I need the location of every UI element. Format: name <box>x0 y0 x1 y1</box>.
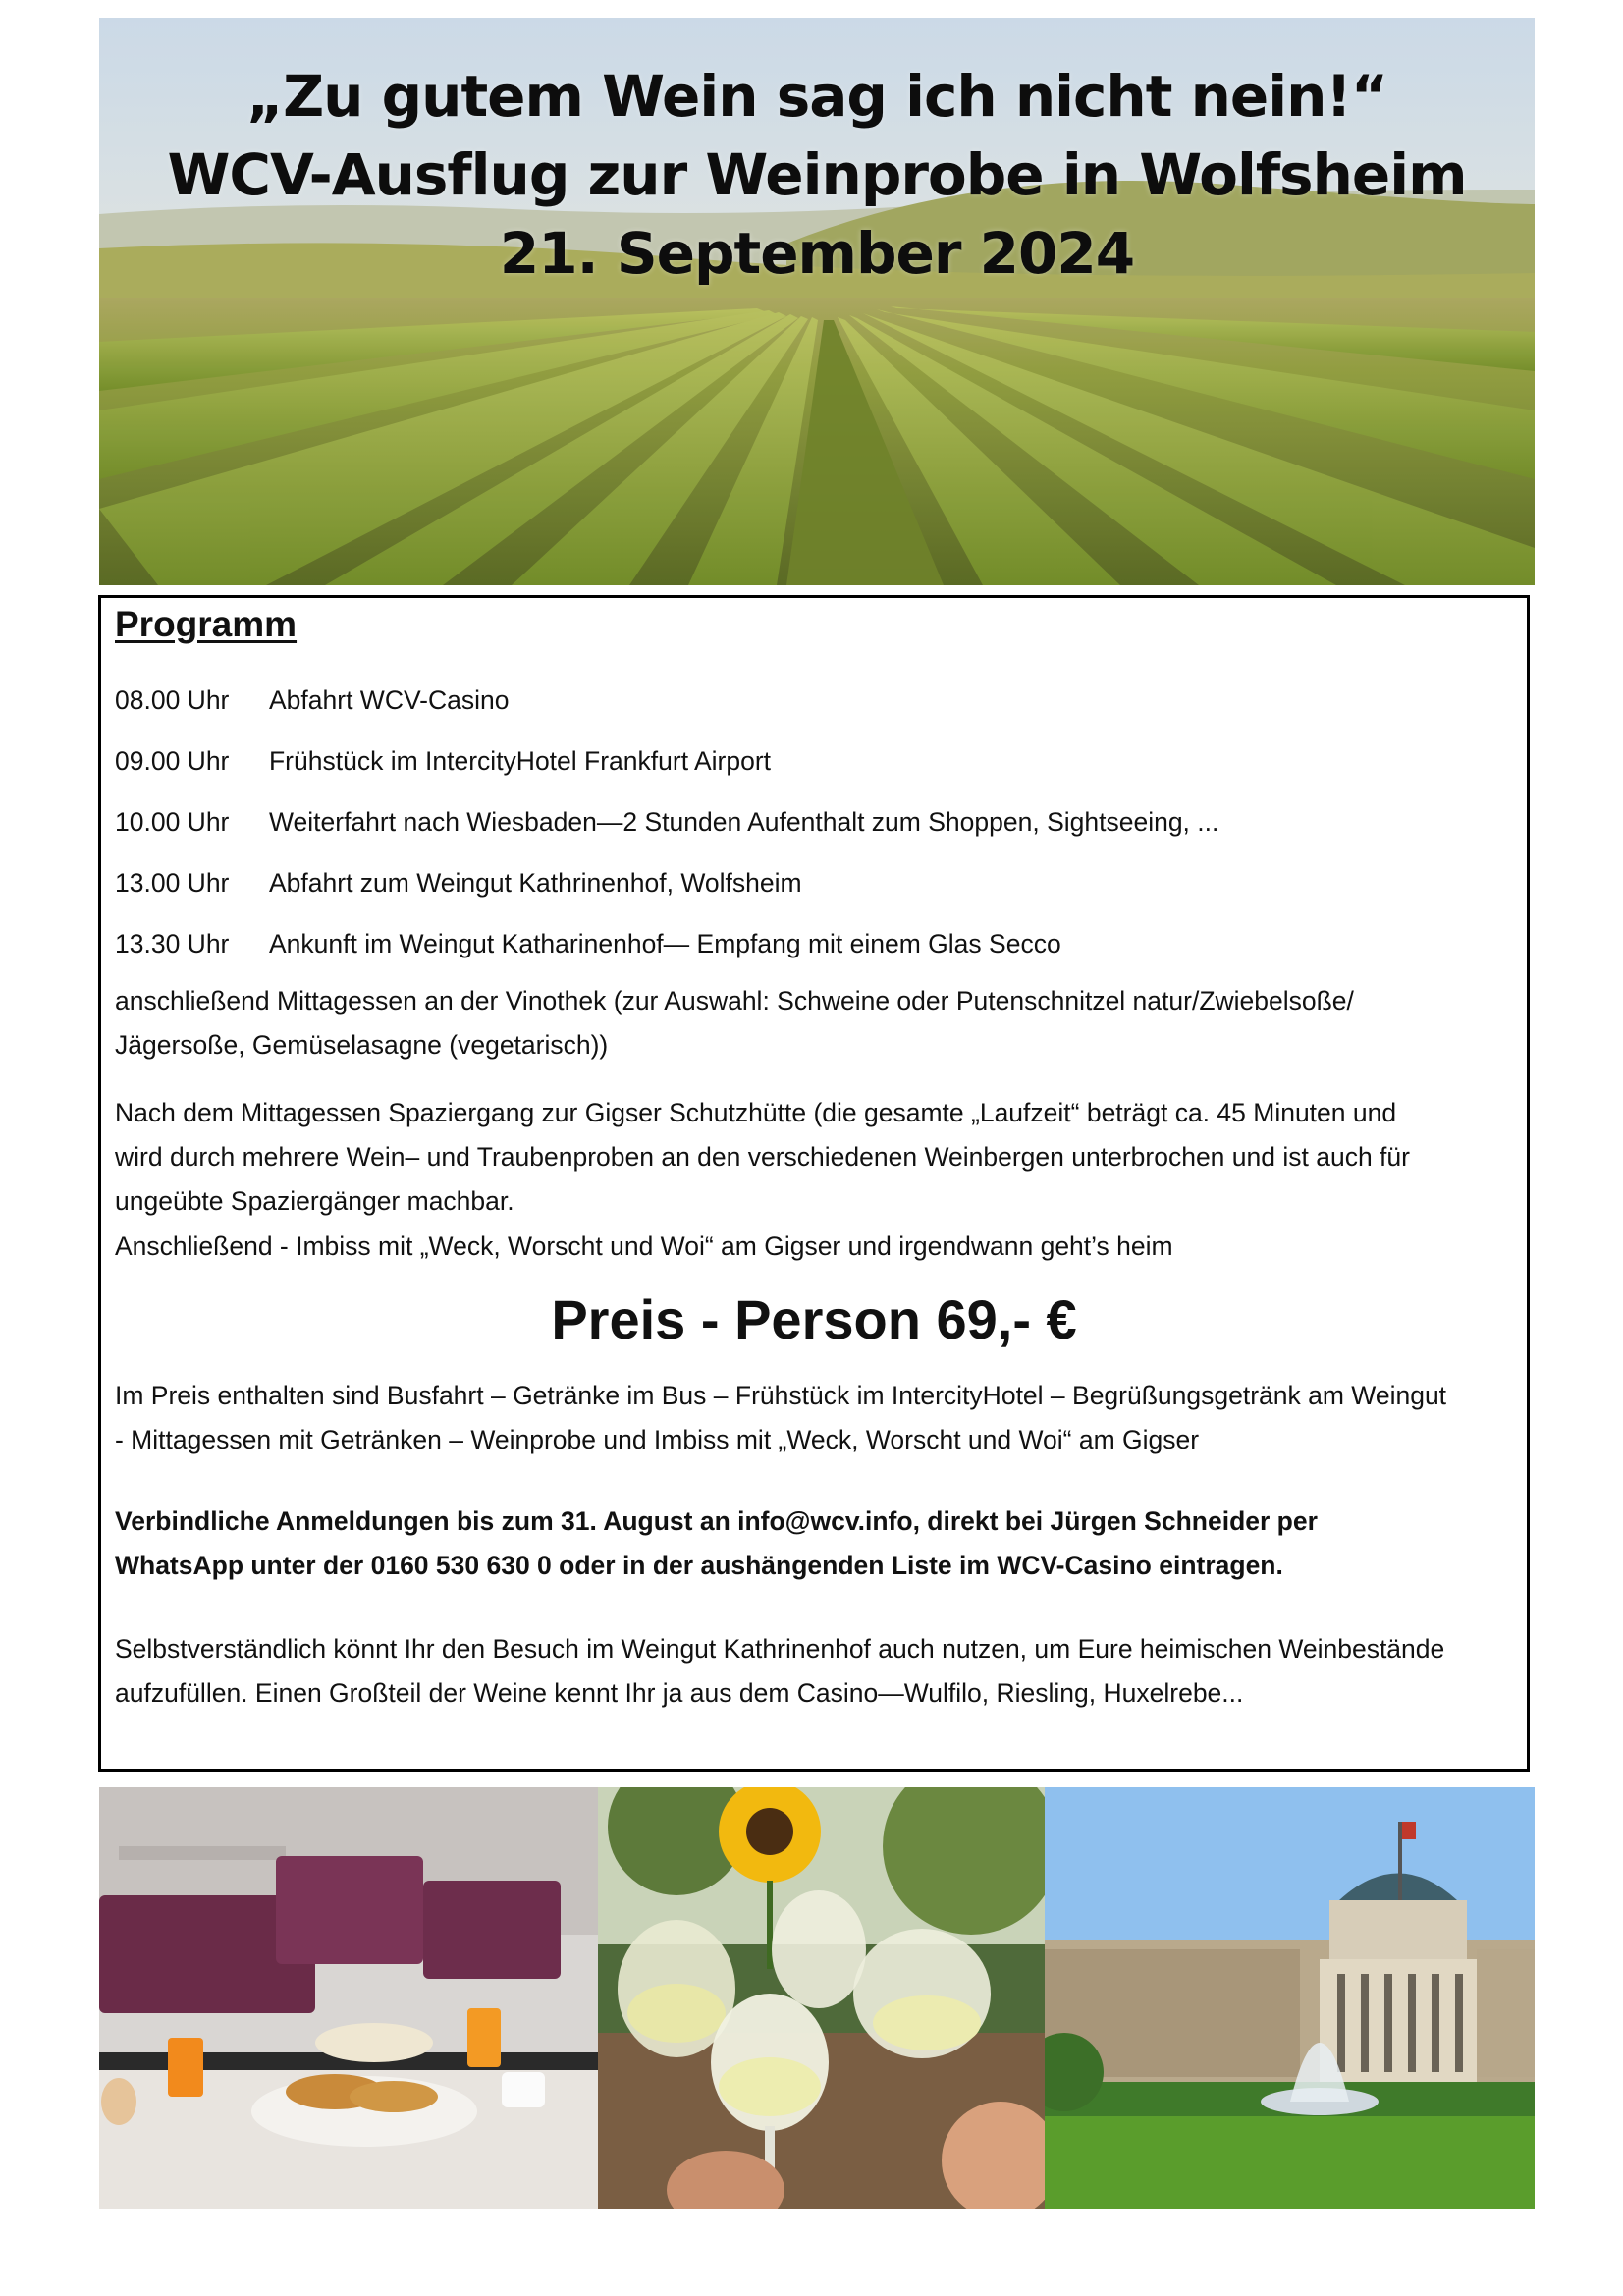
hero-title-line-1: „Zu gutem Wein sag ich nicht nein!“ <box>245 63 1387 130</box>
lunch-line: Jägersoße, Gemüselasagne (vegetarisch)) <box>115 1030 609 1060</box>
hero-title <box>99 57 1535 293</box>
closing-line: aufzufüllen. Einen Großteil der Weine kennt Ihr ja aus dem Casino—Wulfilo, Riesling, Huxelrebe... <box>115 1678 1244 1708</box>
registration-paragraph <box>115 1500 1519 1588</box>
schedule-row <box>115 861 1509 922</box>
schedule-time: 13.30 Uhr <box>115 929 230 958</box>
closing-paragraph <box>115 1627 1519 1716</box>
schedule-text: Weiterfahrt nach Wiesbaden—2 Stunden Aufenthalt zum Shoppen, Sightseeing, ... <box>269 807 1219 837</box>
schedule-time: 10.00 Uhr <box>115 807 230 837</box>
schedule-text: Ankunft im Weingut Katharinenhof— Empfang mit einem Glas Secco <box>269 929 1061 958</box>
schedule-text: Abfahrt WCV-Casino <box>269 685 510 715</box>
walk-line: Nach dem Mittagessen Spaziergang zur Gigser Schutzhütte (die gesamte „Laufzeit“ beträgt ca. 45 Minuten und <box>115 1098 1397 1127</box>
walk-paragraph <box>115 1091 1519 1224</box>
walk-line: wird durch mehrere Wein– und Traubenproben an den verschiedenen Weinbergen unterbrochen und ist auch für <box>115 1142 1410 1172</box>
schedule-list <box>115 679 1509 983</box>
schedule-row <box>115 679 1509 739</box>
schedule-time: 13.00 Uhr <box>115 868 230 898</box>
hotel-breakfast-photo <box>99 1787 598 2209</box>
walk-line: ungeübte Spaziergänger machbar. <box>115 1186 514 1216</box>
hero-title-line-3: 21. September 2024 <box>499 220 1135 287</box>
wiesbaden-kurhaus-fountain-photo <box>1045 1787 1535 2209</box>
wine-glasses-sunflower-photo <box>598 1787 1045 2209</box>
registration-line: WhatsApp unter der 0160 530 630 0 oder in der aushängenden Liste im WCV-Casino eintragen. <box>115 1551 1283 1580</box>
schedule-time: 09.00 Uhr <box>115 746 230 776</box>
schedule-row <box>115 922 1509 983</box>
schedule-text: Frühstück im IntercityHotel Frankfurt Airport <box>269 746 772 776</box>
schedule-text: Abfahrt zum Weingut Kathrinenhof, Wolfsheim <box>269 868 802 898</box>
included-paragraph <box>115 1374 1519 1462</box>
lunch-line: anschließend Mittagessen an der Vinothek (zur Auswahl: Schweine oder Putenschnitzel natur/Zwiebelsoße/ <box>115 986 1354 1015</box>
included-line: Im Preis enthalten sind Busfahrt – Getränke im Bus – Frühstück im IntercityHotel – Begrüßungsgetränk am Weingut <box>115 1381 1447 1410</box>
photo-strip <box>99 1787 1535 2209</box>
hero-title-line-2: WCV-Ausflug zur Weinprobe in Wolfsheim <box>167 141 1467 208</box>
registration-line: Verbindliche Anmeldungen bis zum 31. August an info@wcv.info, direkt bei Jürgen Schneider per <box>115 1506 1318 1536</box>
program-heading: Programm <box>115 604 298 644</box>
schedule-row <box>115 739 1509 800</box>
price-heading: Preis - Person 69,- € <box>551 1288 1077 1350</box>
included-line: - Mittagessen mit Getränken – Weinprobe und Imbiss mit „Weck, Worscht und Woi“ am Gigser <box>115 1425 1200 1454</box>
program-box <box>98 595 1530 1772</box>
schedule-row <box>115 800 1509 861</box>
snack-paragraph: Anschließend - Imbiss mit „Weck, Worscht und Woi“ am Gigser und irgendwann geht’s heim <box>115 1231 1173 1261</box>
closing-line: Selbstverständlich könnt Ihr den Besuch im Weingut Kathrinenhof auch nutzen, um Eure heimischen Weinbestände <box>115 1634 1445 1664</box>
schedule-time: 08.00 Uhr <box>115 685 230 715</box>
hero-banner <box>99 18 1535 585</box>
lunch-paragraph <box>115 979 1519 1067</box>
